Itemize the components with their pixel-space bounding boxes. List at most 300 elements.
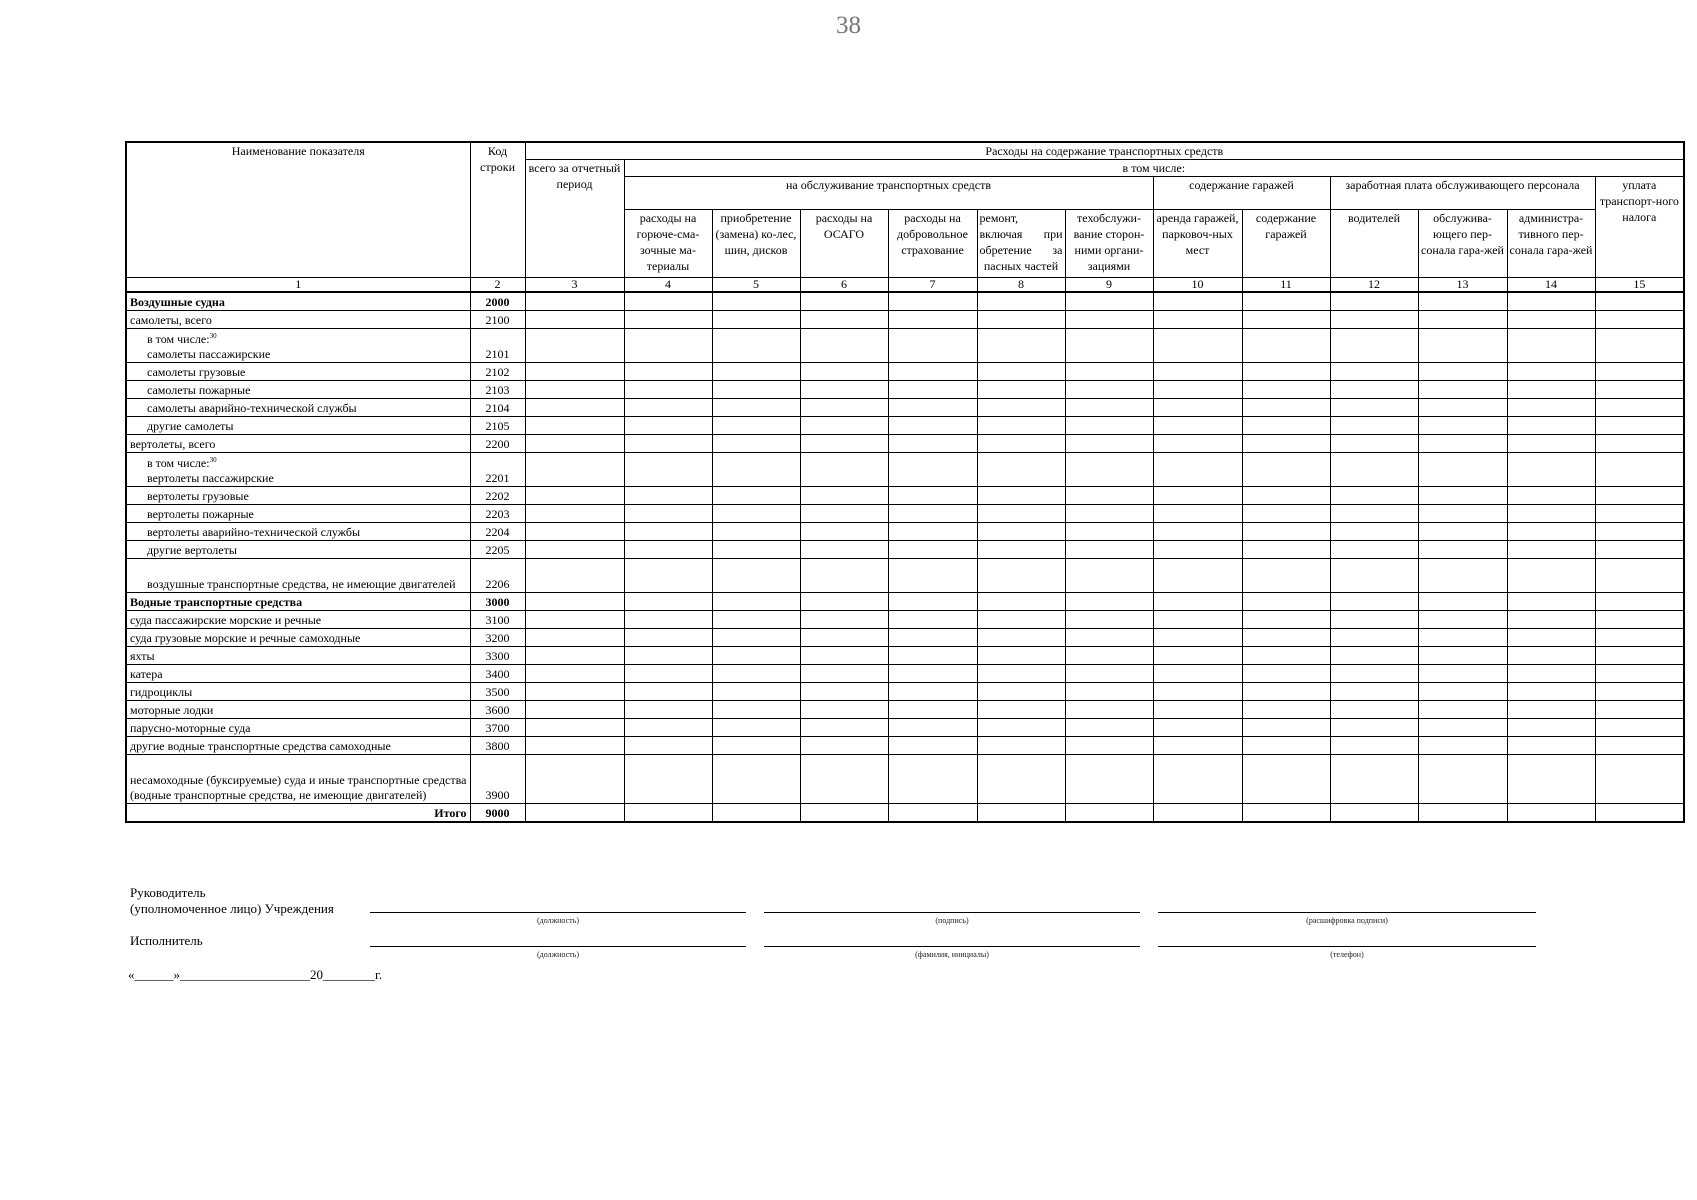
value-cell[interactable] (525, 719, 624, 737)
value-cell[interactable] (525, 755, 624, 804)
value-cell[interactable] (1507, 559, 1595, 593)
value-cell[interactable] (624, 737, 712, 755)
value-cell[interactable] (712, 311, 800, 329)
value-cell[interactable] (1507, 381, 1595, 399)
value-cell[interactable] (1242, 311, 1330, 329)
value-cell[interactable] (977, 417, 1065, 435)
value-cell[interactable] (525, 292, 624, 311)
value-cell[interactable] (624, 804, 712, 823)
value-cell[interactable] (800, 435, 888, 453)
value-cell[interactable] (1153, 647, 1242, 665)
value-cell[interactable] (1507, 611, 1595, 629)
value-cell[interactable] (1507, 292, 1595, 311)
value-cell[interactable] (1418, 593, 1507, 611)
value-cell[interactable] (977, 629, 1065, 647)
value-cell[interactable] (1242, 755, 1330, 804)
value-cell[interactable] (1507, 593, 1595, 611)
value-cell[interactable] (1153, 541, 1242, 559)
value-cell[interactable] (800, 755, 888, 804)
value-cell[interactable] (1153, 399, 1242, 417)
value-cell[interactable] (1065, 665, 1153, 683)
value-cell[interactable] (800, 487, 888, 505)
value-cell[interactable] (888, 611, 977, 629)
value-cell[interactable] (1065, 487, 1153, 505)
value-cell[interactable] (800, 453, 888, 487)
value-cell[interactable] (1065, 559, 1153, 593)
value-cell[interactable] (1507, 701, 1595, 719)
value-cell[interactable] (1153, 363, 1242, 381)
value-cell[interactable] (525, 683, 624, 701)
value-cell[interactable] (1595, 804, 1684, 823)
value-cell[interactable] (1153, 505, 1242, 523)
value-cell[interactable] (888, 665, 977, 683)
value-cell[interactable] (800, 804, 888, 823)
value-cell[interactable] (977, 435, 1065, 453)
value-cell[interactable] (1153, 683, 1242, 701)
value-cell[interactable] (1418, 292, 1507, 311)
value-cell[interactable] (1330, 804, 1418, 823)
value-cell[interactable] (888, 719, 977, 737)
value-cell[interactable] (712, 593, 800, 611)
value-cell[interactable] (712, 665, 800, 683)
value-cell[interactable] (1153, 292, 1242, 311)
value-cell[interactable] (977, 737, 1065, 755)
value-cell[interactable] (525, 487, 624, 505)
value-cell[interactable] (888, 523, 977, 541)
value-cell[interactable] (888, 629, 977, 647)
value-cell[interactable] (1242, 487, 1330, 505)
value-cell[interactable] (977, 329, 1065, 363)
value-cell[interactable] (1065, 701, 1153, 719)
value-cell[interactable] (1330, 665, 1418, 683)
value-cell[interactable] (525, 417, 624, 435)
value-cell[interactable] (624, 665, 712, 683)
value-cell[interactable] (525, 593, 624, 611)
value-cell[interactable] (977, 647, 1065, 665)
value-cell[interactable] (1153, 665, 1242, 683)
value-cell[interactable] (800, 629, 888, 647)
value-cell[interactable] (977, 311, 1065, 329)
value-cell[interactable] (1507, 487, 1595, 505)
value-cell[interactable] (888, 647, 977, 665)
value-cell[interactable] (1065, 523, 1153, 541)
value-cell[interactable] (1418, 804, 1507, 823)
value-cell[interactable] (1507, 311, 1595, 329)
value-cell[interactable] (712, 435, 800, 453)
value-cell[interactable] (712, 559, 800, 593)
value-cell[interactable] (1418, 629, 1507, 647)
value-cell[interactable] (1330, 647, 1418, 665)
value-cell[interactable] (800, 647, 888, 665)
value-cell[interactable] (624, 363, 712, 381)
value-cell[interactable] (888, 399, 977, 417)
value-cell[interactable] (800, 363, 888, 381)
value-cell[interactable] (1330, 417, 1418, 435)
value-cell[interactable] (1595, 593, 1684, 611)
value-cell[interactable] (977, 399, 1065, 417)
value-cell[interactable] (977, 665, 1065, 683)
value-cell[interactable] (624, 505, 712, 523)
value-cell[interactable] (1065, 647, 1153, 665)
value-cell[interactable] (977, 804, 1065, 823)
value-cell[interactable] (525, 804, 624, 823)
value-cell[interactable] (1507, 505, 1595, 523)
value-cell[interactable] (888, 417, 977, 435)
value-cell[interactable] (1330, 381, 1418, 399)
value-cell[interactable] (888, 755, 977, 804)
value-cell[interactable] (888, 505, 977, 523)
value-cell[interactable] (1330, 435, 1418, 453)
value-cell[interactable] (1065, 737, 1153, 755)
value-cell[interactable] (977, 559, 1065, 593)
value-cell[interactable] (1418, 701, 1507, 719)
value-cell[interactable] (712, 647, 800, 665)
value-cell[interactable] (800, 417, 888, 435)
value-cell[interactable] (977, 719, 1065, 737)
value-cell[interactable] (1330, 505, 1418, 523)
value-cell[interactable] (712, 523, 800, 541)
value-cell[interactable] (1595, 435, 1684, 453)
value-cell[interactable] (1507, 453, 1595, 487)
value-cell[interactable] (1153, 311, 1242, 329)
value-cell[interactable] (1330, 701, 1418, 719)
value-cell[interactable] (1330, 629, 1418, 647)
value-cell[interactable] (624, 541, 712, 559)
value-cell[interactable] (1507, 541, 1595, 559)
value-cell[interactable] (1330, 559, 1418, 593)
value-cell[interactable] (525, 363, 624, 381)
value-cell[interactable] (1330, 523, 1418, 541)
value-cell[interactable] (800, 611, 888, 629)
value-cell[interactable] (624, 647, 712, 665)
value-cell[interactable] (888, 559, 977, 593)
value-cell[interactable] (1507, 719, 1595, 737)
value-cell[interactable] (1065, 719, 1153, 737)
value-cell[interactable] (1153, 755, 1242, 804)
value-cell[interactable] (1595, 329, 1684, 363)
value-cell[interactable] (977, 755, 1065, 804)
value-cell[interactable] (624, 629, 712, 647)
value-cell[interactable] (888, 683, 977, 701)
value-cell[interactable] (1330, 719, 1418, 737)
value-cell[interactable] (888, 329, 977, 363)
value-cell[interactable] (624, 417, 712, 435)
value-cell[interactable] (624, 435, 712, 453)
value-cell[interactable] (1330, 737, 1418, 755)
value-cell[interactable] (1330, 593, 1418, 611)
value-cell[interactable] (1595, 363, 1684, 381)
value-cell[interactable] (1418, 737, 1507, 755)
value-cell[interactable] (525, 311, 624, 329)
value-cell[interactable] (1242, 523, 1330, 541)
value-cell[interactable] (1507, 329, 1595, 363)
value-cell[interactable] (1418, 399, 1507, 417)
value-cell[interactable] (712, 329, 800, 363)
value-cell[interactable] (977, 541, 1065, 559)
value-cell[interactable] (1507, 683, 1595, 701)
value-cell[interactable] (977, 611, 1065, 629)
value-cell[interactable] (1242, 363, 1330, 381)
value-cell[interactable] (624, 593, 712, 611)
value-cell[interactable] (888, 701, 977, 719)
value-cell[interactable] (624, 701, 712, 719)
value-cell[interactable] (1065, 399, 1153, 417)
value-cell[interactable] (800, 541, 888, 559)
value-cell[interactable] (1242, 292, 1330, 311)
value-cell[interactable] (1065, 683, 1153, 701)
value-cell[interactable] (1065, 611, 1153, 629)
value-cell[interactable] (1153, 804, 1242, 823)
value-cell[interactable] (1242, 593, 1330, 611)
value-cell[interactable] (1595, 417, 1684, 435)
value-cell[interactable] (1330, 487, 1418, 505)
value-cell[interactable] (525, 629, 624, 647)
value-cell[interactable] (1242, 701, 1330, 719)
value-cell[interactable] (1153, 417, 1242, 435)
value-cell[interactable] (1330, 453, 1418, 487)
value-cell[interactable] (1065, 804, 1153, 823)
value-cell[interactable] (1418, 559, 1507, 593)
value-cell[interactable] (1242, 435, 1330, 453)
value-cell[interactable] (525, 611, 624, 629)
value-cell[interactable] (977, 487, 1065, 505)
value-cell[interactable] (712, 701, 800, 719)
value-cell[interactable] (1418, 417, 1507, 435)
value-cell[interactable] (624, 311, 712, 329)
value-cell[interactable] (1065, 417, 1153, 435)
value-cell[interactable] (525, 701, 624, 719)
value-cell[interactable] (624, 292, 712, 311)
value-cell[interactable] (624, 719, 712, 737)
value-cell[interactable] (888, 453, 977, 487)
value-cell[interactable] (1418, 435, 1507, 453)
value-cell[interactable] (1507, 435, 1595, 453)
value-cell[interactable] (1242, 417, 1330, 435)
value-cell[interactable] (1242, 329, 1330, 363)
value-cell[interactable] (1507, 399, 1595, 417)
value-cell[interactable] (1595, 701, 1684, 719)
value-cell[interactable] (1507, 755, 1595, 804)
value-cell[interactable] (800, 329, 888, 363)
value-cell[interactable] (1065, 329, 1153, 363)
value-cell[interactable] (1242, 381, 1330, 399)
value-cell[interactable] (1065, 755, 1153, 804)
value-cell[interactable] (888, 435, 977, 453)
value-cell[interactable] (800, 701, 888, 719)
value-cell[interactable] (712, 541, 800, 559)
value-cell[interactable] (1595, 559, 1684, 593)
value-cell[interactable] (1418, 311, 1507, 329)
value-cell[interactable] (1418, 487, 1507, 505)
value-cell[interactable] (525, 329, 624, 363)
value-cell[interactable] (712, 683, 800, 701)
value-cell[interactable] (1153, 593, 1242, 611)
value-cell[interactable] (712, 737, 800, 755)
value-cell[interactable] (712, 804, 800, 823)
value-cell[interactable] (977, 593, 1065, 611)
value-cell[interactable] (1418, 453, 1507, 487)
value-cell[interactable] (1595, 311, 1684, 329)
value-cell[interactable] (1418, 719, 1507, 737)
value-cell[interactable] (1242, 719, 1330, 737)
value-cell[interactable] (1595, 505, 1684, 523)
value-cell[interactable] (1065, 292, 1153, 311)
value-cell[interactable] (1418, 755, 1507, 804)
value-cell[interactable] (1595, 629, 1684, 647)
value-cell[interactable] (1418, 329, 1507, 363)
value-cell[interactable] (1595, 665, 1684, 683)
value-cell[interactable] (1418, 505, 1507, 523)
value-cell[interactable] (1065, 629, 1153, 647)
value-cell[interactable] (800, 719, 888, 737)
value-cell[interactable] (1330, 611, 1418, 629)
value-cell[interactable] (1153, 611, 1242, 629)
value-cell[interactable] (1153, 523, 1242, 541)
value-cell[interactable] (1242, 683, 1330, 701)
value-cell[interactable] (1507, 417, 1595, 435)
value-cell[interactable] (977, 453, 1065, 487)
value-cell[interactable] (1330, 541, 1418, 559)
value-cell[interactable] (800, 665, 888, 683)
value-cell[interactable] (712, 417, 800, 435)
value-cell[interactable] (1595, 737, 1684, 755)
value-cell[interactable] (1595, 453, 1684, 487)
value-cell[interactable] (712, 755, 800, 804)
value-cell[interactable] (525, 541, 624, 559)
value-cell[interactable] (800, 399, 888, 417)
value-cell[interactable] (888, 381, 977, 399)
value-cell[interactable] (800, 505, 888, 523)
value-cell[interactable] (525, 381, 624, 399)
value-cell[interactable] (1418, 683, 1507, 701)
value-cell[interactable] (624, 755, 712, 804)
value-cell[interactable] (712, 292, 800, 311)
value-cell[interactable] (888, 292, 977, 311)
value-cell[interactable] (888, 311, 977, 329)
value-cell[interactable] (1418, 611, 1507, 629)
value-cell[interactable] (712, 399, 800, 417)
value-cell[interactable] (800, 559, 888, 593)
value-cell[interactable] (712, 719, 800, 737)
value-cell[interactable] (977, 292, 1065, 311)
value-cell[interactable] (1153, 329, 1242, 363)
value-cell[interactable] (624, 559, 712, 593)
value-cell[interactable] (525, 435, 624, 453)
value-cell[interactable] (1153, 719, 1242, 737)
value-cell[interactable] (1330, 292, 1418, 311)
value-cell[interactable] (1153, 737, 1242, 755)
value-cell[interactable] (712, 629, 800, 647)
value-cell[interactable] (800, 683, 888, 701)
value-cell[interactable] (1595, 755, 1684, 804)
value-cell[interactable] (1595, 683, 1684, 701)
value-cell[interactable] (624, 487, 712, 505)
value-cell[interactable] (1595, 292, 1684, 311)
value-cell[interactable] (525, 665, 624, 683)
value-cell[interactable] (888, 804, 977, 823)
value-cell[interactable] (800, 311, 888, 329)
value-cell[interactable] (1242, 505, 1330, 523)
value-cell[interactable] (1065, 311, 1153, 329)
value-cell[interactable] (1065, 435, 1153, 453)
value-cell[interactable] (1330, 311, 1418, 329)
value-cell[interactable] (800, 523, 888, 541)
value-cell[interactable] (888, 487, 977, 505)
value-cell[interactable] (1418, 647, 1507, 665)
value-cell[interactable] (1595, 381, 1684, 399)
value-cell[interactable] (1507, 363, 1595, 381)
value-cell[interactable] (624, 523, 712, 541)
value-cell[interactable] (525, 523, 624, 541)
value-cell[interactable] (888, 541, 977, 559)
value-cell[interactable] (1153, 701, 1242, 719)
value-cell[interactable] (624, 329, 712, 363)
value-cell[interactable] (525, 399, 624, 417)
value-cell[interactable] (1330, 399, 1418, 417)
value-cell[interactable] (1507, 647, 1595, 665)
value-cell[interactable] (888, 593, 977, 611)
value-cell[interactable] (1065, 541, 1153, 559)
value-cell[interactable] (1153, 453, 1242, 487)
value-cell[interactable] (712, 453, 800, 487)
value-cell[interactable] (1330, 329, 1418, 363)
value-cell[interactable] (1507, 737, 1595, 755)
value-cell[interactable] (624, 453, 712, 487)
value-cell[interactable] (1418, 665, 1507, 683)
value-cell[interactable] (1595, 487, 1684, 505)
value-cell[interactable] (800, 292, 888, 311)
value-cell[interactable] (1418, 363, 1507, 381)
value-cell[interactable] (1242, 559, 1330, 593)
value-cell[interactable] (624, 611, 712, 629)
value-cell[interactable] (1507, 804, 1595, 823)
value-cell[interactable] (1065, 505, 1153, 523)
value-cell[interactable] (1595, 647, 1684, 665)
value-cell[interactable] (1242, 665, 1330, 683)
value-cell[interactable] (888, 737, 977, 755)
value-cell[interactable] (1065, 593, 1153, 611)
value-cell[interactable] (1242, 399, 1330, 417)
value-cell[interactable] (1153, 559, 1242, 593)
value-cell[interactable] (1153, 381, 1242, 399)
value-cell[interactable] (1242, 804, 1330, 823)
value-cell[interactable] (1065, 453, 1153, 487)
value-cell[interactable] (1153, 435, 1242, 453)
value-cell[interactable] (712, 363, 800, 381)
value-cell[interactable] (1507, 629, 1595, 647)
value-cell[interactable] (977, 701, 1065, 719)
value-cell[interactable] (1418, 523, 1507, 541)
value-cell[interactable] (1242, 453, 1330, 487)
value-cell[interactable] (1065, 381, 1153, 399)
value-cell[interactable] (624, 399, 712, 417)
value-cell[interactable] (712, 611, 800, 629)
value-cell[interactable] (624, 381, 712, 399)
value-cell[interactable] (1595, 611, 1684, 629)
value-cell[interactable] (1242, 629, 1330, 647)
value-cell[interactable] (977, 683, 1065, 701)
value-cell[interactable] (1153, 487, 1242, 505)
value-cell[interactable] (977, 363, 1065, 381)
value-cell[interactable] (977, 505, 1065, 523)
value-cell[interactable] (712, 487, 800, 505)
value-cell[interactable] (712, 381, 800, 399)
value-cell[interactable] (525, 505, 624, 523)
value-cell[interactable] (1330, 363, 1418, 381)
value-cell[interactable] (800, 381, 888, 399)
value-cell[interactable] (1595, 719, 1684, 737)
value-cell[interactable] (1418, 381, 1507, 399)
